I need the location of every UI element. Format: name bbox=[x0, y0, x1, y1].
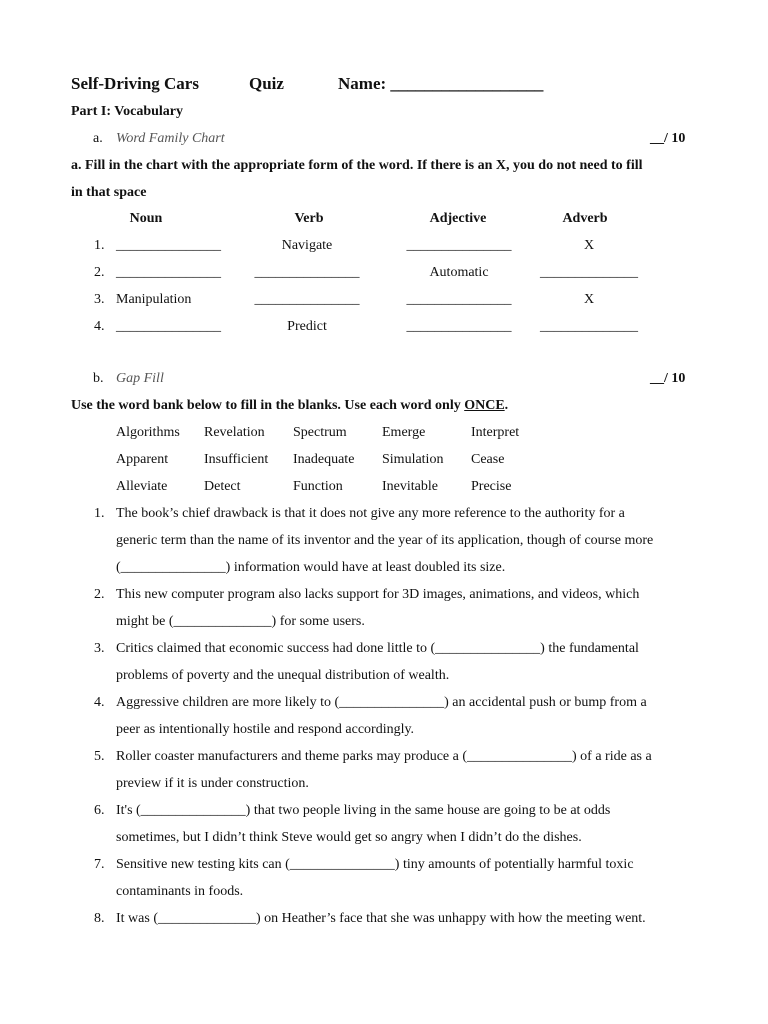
chart-row-number: 3. bbox=[94, 292, 105, 307]
word-bank-item: Revelation bbox=[204, 425, 265, 440]
chart-cell-adverb: ______________ bbox=[540, 319, 638, 334]
chart-row-number: 1. bbox=[94, 238, 105, 253]
word-bank-item: Simulation bbox=[382, 452, 444, 467]
chart-cell-adjective: Automatic bbox=[429, 265, 489, 280]
chart-row-number: 2. bbox=[94, 265, 105, 280]
section-b-instruction bbox=[71, 398, 508, 414]
word-bank-item: Alleviate bbox=[116, 479, 168, 494]
question-text-line: generic term than the name of its inventor and the year of its application, though of course more bbox=[116, 533, 654, 548]
word-bank-item: Cease bbox=[471, 452, 505, 467]
word-bank-item: Detect bbox=[204, 479, 241, 494]
word-bank-item: Algorithms bbox=[116, 425, 180, 440]
column-header-verb: Verb bbox=[294, 211, 324, 226]
chart-cell-noun: _______________ bbox=[116, 238, 221, 253]
question-text-line: It's (_______________) that two people living in the same house are going to be at odds bbox=[116, 803, 611, 818]
instruction-period: . bbox=[504, 398, 509, 413]
chart-cell-verb: _______________ bbox=[254, 292, 360, 307]
word-bank-item: Spectrum bbox=[293, 425, 347, 440]
question-text-line: problems of poverty and the unequal distribution of wealth. bbox=[116, 668, 450, 683]
word-bank-item: Emerge bbox=[382, 425, 426, 440]
question-number: 1. bbox=[94, 506, 105, 521]
column-header-adverb: Adverb bbox=[562, 211, 608, 226]
question-number: 7. bbox=[94, 857, 105, 872]
chart-cell-verb: Predict bbox=[287, 319, 327, 334]
question-text-line: Sensitive new testing kits can (_______________) tiny amounts of potentially harmful toxic bbox=[116, 857, 634, 872]
question-text-line: It was (______________) on Heather’s face that she was unhappy with how the meeting went. bbox=[116, 911, 646, 926]
section-b-title: Gap Fill bbox=[116, 371, 164, 386]
chart-row-number: 4. bbox=[94, 319, 105, 334]
word-bank-item: Interpret bbox=[471, 425, 520, 440]
question-text-line: might be (______________) for some users. bbox=[116, 614, 365, 629]
section-a-title: Word Family Chart bbox=[116, 131, 225, 146]
section-a-marker: a. bbox=[93, 131, 103, 146]
chart-cell-verb: Navigate bbox=[281, 238, 333, 253]
question-text-line: contaminants in foods. bbox=[116, 884, 244, 899]
chart-cell-noun: _______________ bbox=[116, 319, 221, 334]
question-text-line: Aggressive children are more likely to (_______________) an accidental push or bump from a bbox=[116, 695, 647, 710]
chart-cell-noun: Manipulation bbox=[116, 292, 192, 307]
question-number: 4. bbox=[94, 695, 105, 710]
question-text-line: Roller coaster manufacturers and theme parks may produce a (_______________) of a ride as a bbox=[116, 749, 652, 764]
question-text-line: peer as intentionally hostile and respond accordingly. bbox=[116, 722, 415, 737]
question-text-line: preview if it is under construction. bbox=[116, 776, 309, 791]
question-number: 3. bbox=[94, 641, 105, 656]
section-b-marker: b. bbox=[93, 371, 104, 386]
chart-cell-noun: _______________ bbox=[116, 265, 221, 280]
word-bank-item: Inevitable bbox=[382, 479, 438, 494]
name-field: Name: __________________ bbox=[338, 74, 544, 93]
quiz-label: Quiz bbox=[249, 74, 284, 93]
chart-cell-adverb: X bbox=[583, 238, 595, 253]
word-bank-item: Insufficient bbox=[204, 452, 269, 467]
question-text-line: This new computer program also lacks support for 3D images, animations, and videos, which bbox=[116, 587, 640, 602]
section-a-instruction-cont: in that space bbox=[71, 185, 147, 200]
word-bank-item: Function bbox=[293, 479, 343, 494]
part-heading: Part I: Vocabulary bbox=[71, 104, 183, 119]
column-header-adjective: Adjective bbox=[429, 211, 487, 226]
question-text-line: (_______________) information would have at least doubled its size. bbox=[116, 560, 506, 575]
question-number: 5. bbox=[94, 749, 105, 764]
question-text-line: Critics claimed that economic success had done little to (_______________) the fundamental bbox=[116, 641, 639, 656]
chart-cell-adjective: _______________ bbox=[406, 319, 512, 334]
chart-cell-adjective: _______________ bbox=[406, 292, 512, 307]
column-header-noun: Noun bbox=[129, 211, 163, 226]
question-text-line: sometimes, but I didn’t think Steve would get so angry when I didn’t do the dishes. bbox=[116, 830, 582, 845]
instruction-once: ONCE bbox=[464, 398, 505, 413]
section-a-score: __/ 10 bbox=[650, 131, 686, 146]
word-bank-item: Precise bbox=[471, 479, 512, 494]
section-a-instruction: a. Fill in the chart with the appropriate form of the word. If there is an X, you do not need to fill bbox=[71, 158, 643, 173]
question-number: 2. bbox=[94, 587, 105, 602]
quiz-title: Self-Driving Cars bbox=[71, 74, 199, 93]
question-text-line: The book’s chief drawback is that it does not give any more reference to the authority for a bbox=[116, 506, 625, 521]
question-number: 6. bbox=[94, 803, 105, 818]
chart-cell-verb: _______________ bbox=[254, 265, 360, 280]
chart-cell-adjective: _______________ bbox=[406, 238, 512, 253]
word-bank-item: Inadequate bbox=[293, 452, 355, 467]
chart-cell-adverb: ______________ bbox=[540, 265, 638, 280]
instruction-text: Use the word bank below to fill in the blanks. Use each word only bbox=[71, 398, 465, 413]
question-number: 8. bbox=[94, 911, 105, 926]
chart-cell-adverb: X bbox=[583, 292, 595, 307]
word-bank-item: Apparent bbox=[116, 452, 169, 467]
section-b-score: __/ 10 bbox=[650, 371, 686, 386]
